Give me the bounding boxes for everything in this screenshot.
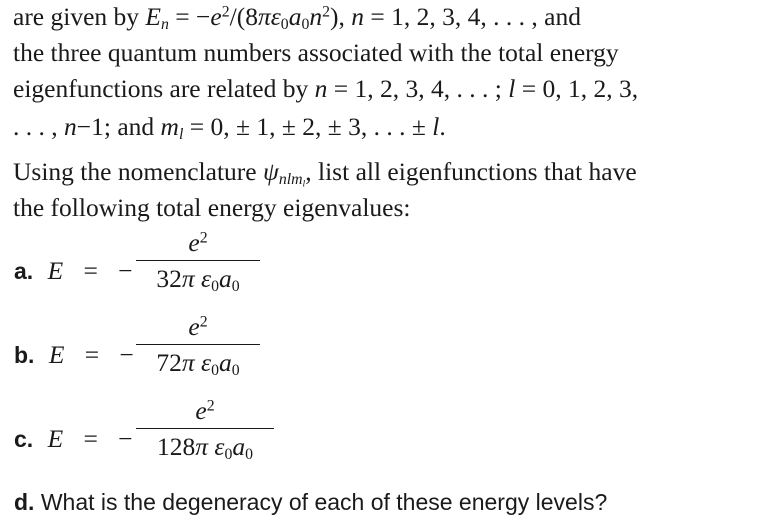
item-a-letter: a. [14,258,34,284]
item-c-eq: = [83,424,98,453]
prompt-line-1: Using the nomenclature $\psi_{nlm_l}$, list all eigenfunctions that have [13,157,637,190]
intro-line-4: . . . , n−1; and $m_l = 0$, ± 1, ± 2, ± 3, . . . ± l. [13,112,446,143]
item-c-fraction-bar [136,428,274,429]
question-d [14,487,607,517]
item-b-letter: b. [14,342,35,368]
item-b-numerator: $e^2$ [188,312,208,341]
item-c-label [14,424,133,454]
item-c-fraction [136,396,274,462]
item-b-denominator: 72π $\varepsilon_0a_0$ [156,348,240,379]
item-a-sign: − [118,256,133,285]
item-a-numerator: $e^2$ [188,228,208,257]
item-c-denominator: 128π $\varepsilon_0a_0$ [156,432,254,463]
item-a-fraction [136,228,260,294]
intro-line-2: the three quantum numbers associated with the total energy [13,38,619,67]
item-c-numerator: $e^2$ [195,396,215,425]
item-a-fraction-bar [136,260,260,261]
item-b-label [14,340,134,370]
question-d-label: d. [14,489,35,515]
item-a-label [14,256,133,286]
item-b-lhs: E [48,340,65,369]
question-d-text: What is the degeneracy of each of these energy levels? [40,489,608,515]
item-c-letter: c. [14,426,34,452]
item-a-lhs: E [47,256,64,285]
item-b-eq: = [84,340,100,369]
item-a-denominator: 32π $\varepsilon_0a_0$ [156,264,240,295]
item-a-eq: = [83,256,98,285]
item-b-fraction-bar [136,344,260,345]
item-b-sign: − [119,340,134,369]
intro-line-1: are given by $E_n = -e^2/(8\pi\varepsilon_0a_0n^2)$, n = 1, 2, 3, 4, . . . , and [13,2,581,33]
item-c-lhs: E [47,424,64,453]
intro-line-3: eigenfunctions are related by n = 1, 2, 3, 4, . . . ; l = 0, 1, 2, 3, [13,74,639,103]
prompt-line-2: the following total energy eigenvalues: [13,193,411,222]
item-c-sign: − [118,424,133,453]
item-b-fraction [136,312,260,378]
